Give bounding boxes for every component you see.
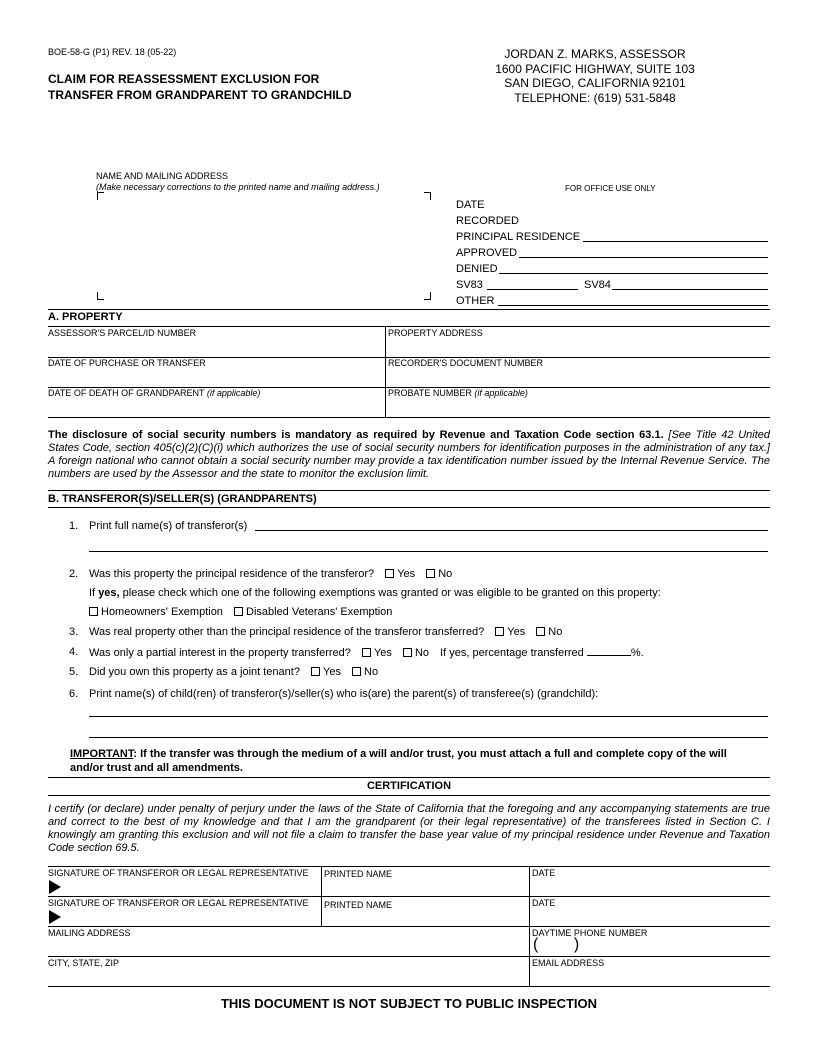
mailing-address-area[interactable] — [100, 200, 420, 290]
mailing-label: NAME AND MAILING ADDRESS — [96, 171, 229, 181]
important-note — [70, 747, 770, 775]
q6-number: 6. — [69, 688, 79, 700]
sig-rule-2 — [48, 926, 770, 927]
sign-here-arrow-icon-2 — [49, 910, 61, 924]
signature-field-2[interactable] — [66, 909, 318, 925]
question-5 — [69, 666, 379, 678]
question-2-sub — [89, 587, 661, 599]
q1-text: Print full name(s) of transferor(s) — [89, 520, 248, 532]
daytime-phone-label: DAYTIME PHONE NUMBER — [532, 928, 648, 938]
email-field[interactable] — [532, 970, 768, 985]
probate-note: (if applicable) — [474, 388, 528, 398]
recorder-doc-label: RECORDER'S DOCUMENT NUMBER — [388, 358, 544, 368]
q5-no-checkbox[interactable] — [352, 667, 361, 676]
printed-name-field-2[interactable] — [324, 911, 526, 925]
q5-yes-checkbox[interactable] — [311, 667, 320, 676]
assessor-block — [470, 47, 720, 105]
purchase-date-field[interactable] — [48, 369, 383, 386]
printed-name-label-2: PRINTED NAME — [324, 900, 393, 910]
office-date: DATE — [456, 199, 485, 211]
form-title-line1: CLAIM FOR REASSESSMENT EXCLUSION FOR — [48, 72, 320, 86]
q2-no-label: No — [438, 568, 453, 580]
row-rule-3 — [48, 417, 770, 418]
certification-text: I certify (or declare) under penalty of perjury under the laws of the State of California that the foregoing and any accompanying statements are true and correct to the best of my knowledge and that I am the grandparent (or their legal representative) of the transferees listed in Section C. I knowingly am granting this exclusion and will not file a claim to transfer the base year value of my principal residence under Revenue and Taxation Code section 69.5. — [48, 803, 770, 854]
corner-top-right — [424, 192, 431, 200]
approved-line — [519, 257, 768, 258]
q2-if-yes: yes, — [98, 587, 120, 599]
q3-no-option — [536, 626, 562, 638]
certification-title: CERTIFICATION — [366, 780, 452, 792]
q6-text: Print name(s) of child(ren) of transferor(s)/seller(s) who is(are) the parent(s) of transferee(s) (grandchild): — [89, 688, 599, 700]
question-1 — [69, 520, 248, 532]
section-b-title: B. TRANSFEROR(S)/SELLER(S) (GRANDPARENTS) — [48, 493, 317, 505]
homeowners-label: Homeowners' Exemption — [101, 606, 223, 618]
form-title — [48, 71, 352, 103]
q1-number: 1. — [69, 520, 79, 532]
q3-no-label: No — [548, 626, 563, 638]
q4-no-option — [403, 647, 429, 659]
q2-yes-checkbox[interactable] — [385, 569, 394, 578]
death-date-field[interactable] — [48, 399, 383, 416]
assessor-phone: TELEPHONE: (619) 531-5848 — [514, 90, 676, 105]
date-field-2[interactable] — [532, 910, 768, 925]
q5-no-option — [352, 666, 378, 678]
property-address-field[interactable] — [388, 339, 768, 356]
question-2 — [69, 568, 453, 580]
q2-yes-option — [385, 568, 415, 580]
recorder-doc-field[interactable] — [388, 369, 768, 386]
section-a-top-rule — [48, 309, 770, 310]
corner-bottom-left — [97, 292, 104, 300]
sv83-line — [487, 289, 578, 290]
office-denied: DENIED — [456, 263, 498, 275]
q4-yes-option — [362, 647, 392, 659]
exemption-options — [89, 606, 392, 618]
homeowners-checkbox[interactable] — [89, 607, 98, 616]
section-a-title: A. PROPERTY — [48, 311, 123, 323]
q3-number: 3. — [69, 626, 79, 638]
sv84-line — [612, 289, 768, 290]
sig-rule-1 — [48, 896, 770, 897]
signature-label-2: SIGNATURE OF TRANSFEROR OR LEGAL REPRESENTATIVE — [48, 898, 309, 908]
q4-percentage-field[interactable] — [587, 646, 631, 656]
printed-name-label-1: PRINTED NAME — [324, 869, 393, 879]
section-b-rule — [48, 507, 770, 508]
other-line — [498, 305, 768, 306]
important-label: IMPORTANT — [70, 748, 134, 760]
disclosure-bold: The disclosure of social security numbers is mandatory as required by Revenue and Taxation Code section 63.1. — [48, 429, 664, 441]
probate-label — [388, 388, 528, 398]
q6-line-1[interactable] — [89, 716, 768, 717]
denied-line — [499, 273, 768, 274]
question-3 — [69, 626, 563, 638]
footer-notice: THIS DOCUMENT IS NOT SUBJECT TO PUBLIC INSPECTION — [220, 996, 598, 1011]
q5-yes-label: Yes — [323, 666, 341, 678]
sig-divider-2 — [529, 866, 530, 986]
q4-no-label: No — [414, 647, 430, 659]
ssn-disclosure — [48, 429, 770, 481]
sig-rule-3 — [48, 956, 770, 957]
q4-text: Was only a partial interest in the property transferred? — [89, 647, 351, 659]
q4-number: 4. — [69, 646, 79, 658]
important-text1: : If the transfer was through the medium of a will and/or trust, you must attach a full and complete copy of the will — [133, 748, 727, 760]
daytime-phone-field[interactable] — [580, 940, 768, 955]
assessor-address2: SAN DIEGO, CALIFORNIA 92101 — [504, 76, 686, 90]
q1-line-2[interactable] — [89, 551, 768, 552]
parcel-label: ASSESSOR'S PARCEL/ID NUMBER — [48, 328, 197, 338]
q4-no-checkbox[interactable] — [403, 648, 412, 657]
important-text2: and/or trust and all amendments. — [70, 762, 243, 774]
probate-text: PROBATE NUMBER — [388, 388, 472, 398]
q3-no-checkbox[interactable] — [536, 627, 545, 636]
q5-text: Did you own this property as a joint tenant? — [89, 666, 300, 678]
section-a-divider — [385, 326, 386, 417]
section-b-top-rule — [48, 490, 770, 491]
assessor-address1: 1600 PACIFIC HIGHWAY, SUITE 103 — [495, 61, 695, 76]
office-other: OTHER — [456, 295, 495, 307]
q5-number: 5. — [69, 666, 79, 678]
q3-text: Was real property other than the principal residence of the transferor transferred? — [89, 626, 485, 638]
death-date-text: DATE OF DEATH OF GRANDPARENT — [48, 388, 205, 398]
purchase-date-label: DATE OF PURCHASE OR TRANSFER — [48, 358, 206, 368]
q1-line-1[interactable] — [255, 530, 768, 531]
assessor-name: JORDAN Z. MARKS, ASSESSOR — [504, 47, 686, 61]
q3-yes-checkbox[interactable] — [495, 627, 504, 636]
sign-here-arrow-icon — [49, 880, 61, 894]
important-line1 — [70, 747, 770, 761]
sig-divider-1 — [321, 866, 322, 926]
q6-line-2[interactable] — [89, 737, 768, 738]
death-date-note: (if applicable) — [206, 388, 261, 398]
q2-no-option — [426, 568, 452, 580]
q5-yes-option — [311, 666, 341, 678]
q2-if: If — [89, 587, 96, 599]
form-title-line2: TRANSFER FROM GRANDPARENT TO GRANDCHILD — [48, 88, 352, 102]
q2-sub-text: please check which one of the following exemptions was granted or was eligible to be granted on this property: — [119, 587, 661, 599]
question-4 — [69, 646, 644, 659]
corner-bottom-right — [424, 292, 431, 300]
disabled-veterans-label: Disabled Veterans' Exemption — [246, 606, 393, 618]
parcel-field[interactable] — [48, 339, 383, 356]
phone-area-code-parens: ( ) — [533, 936, 580, 953]
q4-yes-checkbox[interactable] — [362, 648, 371, 657]
mailing-address-field[interactable] — [48, 940, 526, 955]
office-approved: APPROVED — [456, 247, 518, 259]
principal-residence-line — [583, 241, 768, 242]
q4-percentage-suffix: %. — [630, 647, 644, 659]
certification-top-rule — [48, 777, 770, 778]
property-address-label: PROPERTY ADDRESS — [388, 328, 483, 338]
question-6 — [69, 688, 599, 700]
city-state-zip-field[interactable] — [48, 970, 526, 985]
office-sv84: SV84 — [584, 279, 611, 291]
dve-option — [234, 606, 392, 618]
signature-field-1[interactable] — [66, 879, 318, 895]
q4-percentage-label: If yes, percentage transferred — [440, 647, 584, 659]
section-a-rule — [48, 326, 770, 327]
q4-yes-label: Yes — [373, 647, 392, 659]
q3-yes-label: Yes — [507, 626, 526, 638]
date-label-1: DATE — [532, 868, 556, 878]
q2-yes-label: Yes — [397, 568, 416, 580]
death-date-label — [48, 388, 260, 398]
city-state-zip-label: CITY, STATE, ZIP — [48, 958, 120, 968]
q2-number: 2. — [69, 568, 79, 580]
disabled-veterans-checkbox[interactable] — [234, 607, 243, 616]
office-use-title: FOR OFFICE USE ONLY — [565, 184, 656, 193]
office-sv83: SV83 — [456, 279, 483, 291]
form-id: BOE-58-G (P1) REV. 18 (05-22) — [48, 47, 177, 57]
sig-top-rule — [48, 866, 770, 867]
q2-no-checkbox[interactable] — [426, 569, 435, 578]
certification-rule — [48, 795, 770, 796]
q5-no-label: No — [364, 666, 379, 678]
email-label: EMAIL ADDRESS — [532, 958, 605, 968]
signature-label-1: SIGNATURE OF TRANSFEROR OR LEGAL REPRESENTATIVE — [48, 868, 309, 878]
date-label-2: DATE — [532, 898, 556, 908]
office-principal-residence: PRINCIPAL RESIDENCE — [456, 231, 581, 243]
probate-field[interactable] — [388, 399, 768, 416]
sig-rule-4 — [48, 986, 770, 987]
disclosure-italic: [See Title 42 United States Code, section 405(c)(2)(C)(i) which authorizes the use of social security numbers for identification purposes in the administration of any tax.] A foreign national who cannot obtain a social security number may provide a tax identification number issued by the Internal Revenue Service. The numbers are used by the Assessor and the state to monitor the exclusion limit. — [48, 429, 770, 480]
printed-name-field-1[interactable] — [324, 880, 526, 895]
office-recorded: RECORDED — [456, 215, 519, 227]
q2-text: Was this property the principal residence of the transferor? — [89, 568, 375, 580]
mailing-note: (Make necessary corrections to the printed name and mailing address.) — [96, 182, 380, 192]
mailing-address-label: MAILING ADDRESS — [48, 928, 131, 938]
q3-yes-option — [495, 626, 525, 638]
corner-top-left — [97, 192, 104, 200]
date-field-1[interactable] — [532, 880, 768, 895]
